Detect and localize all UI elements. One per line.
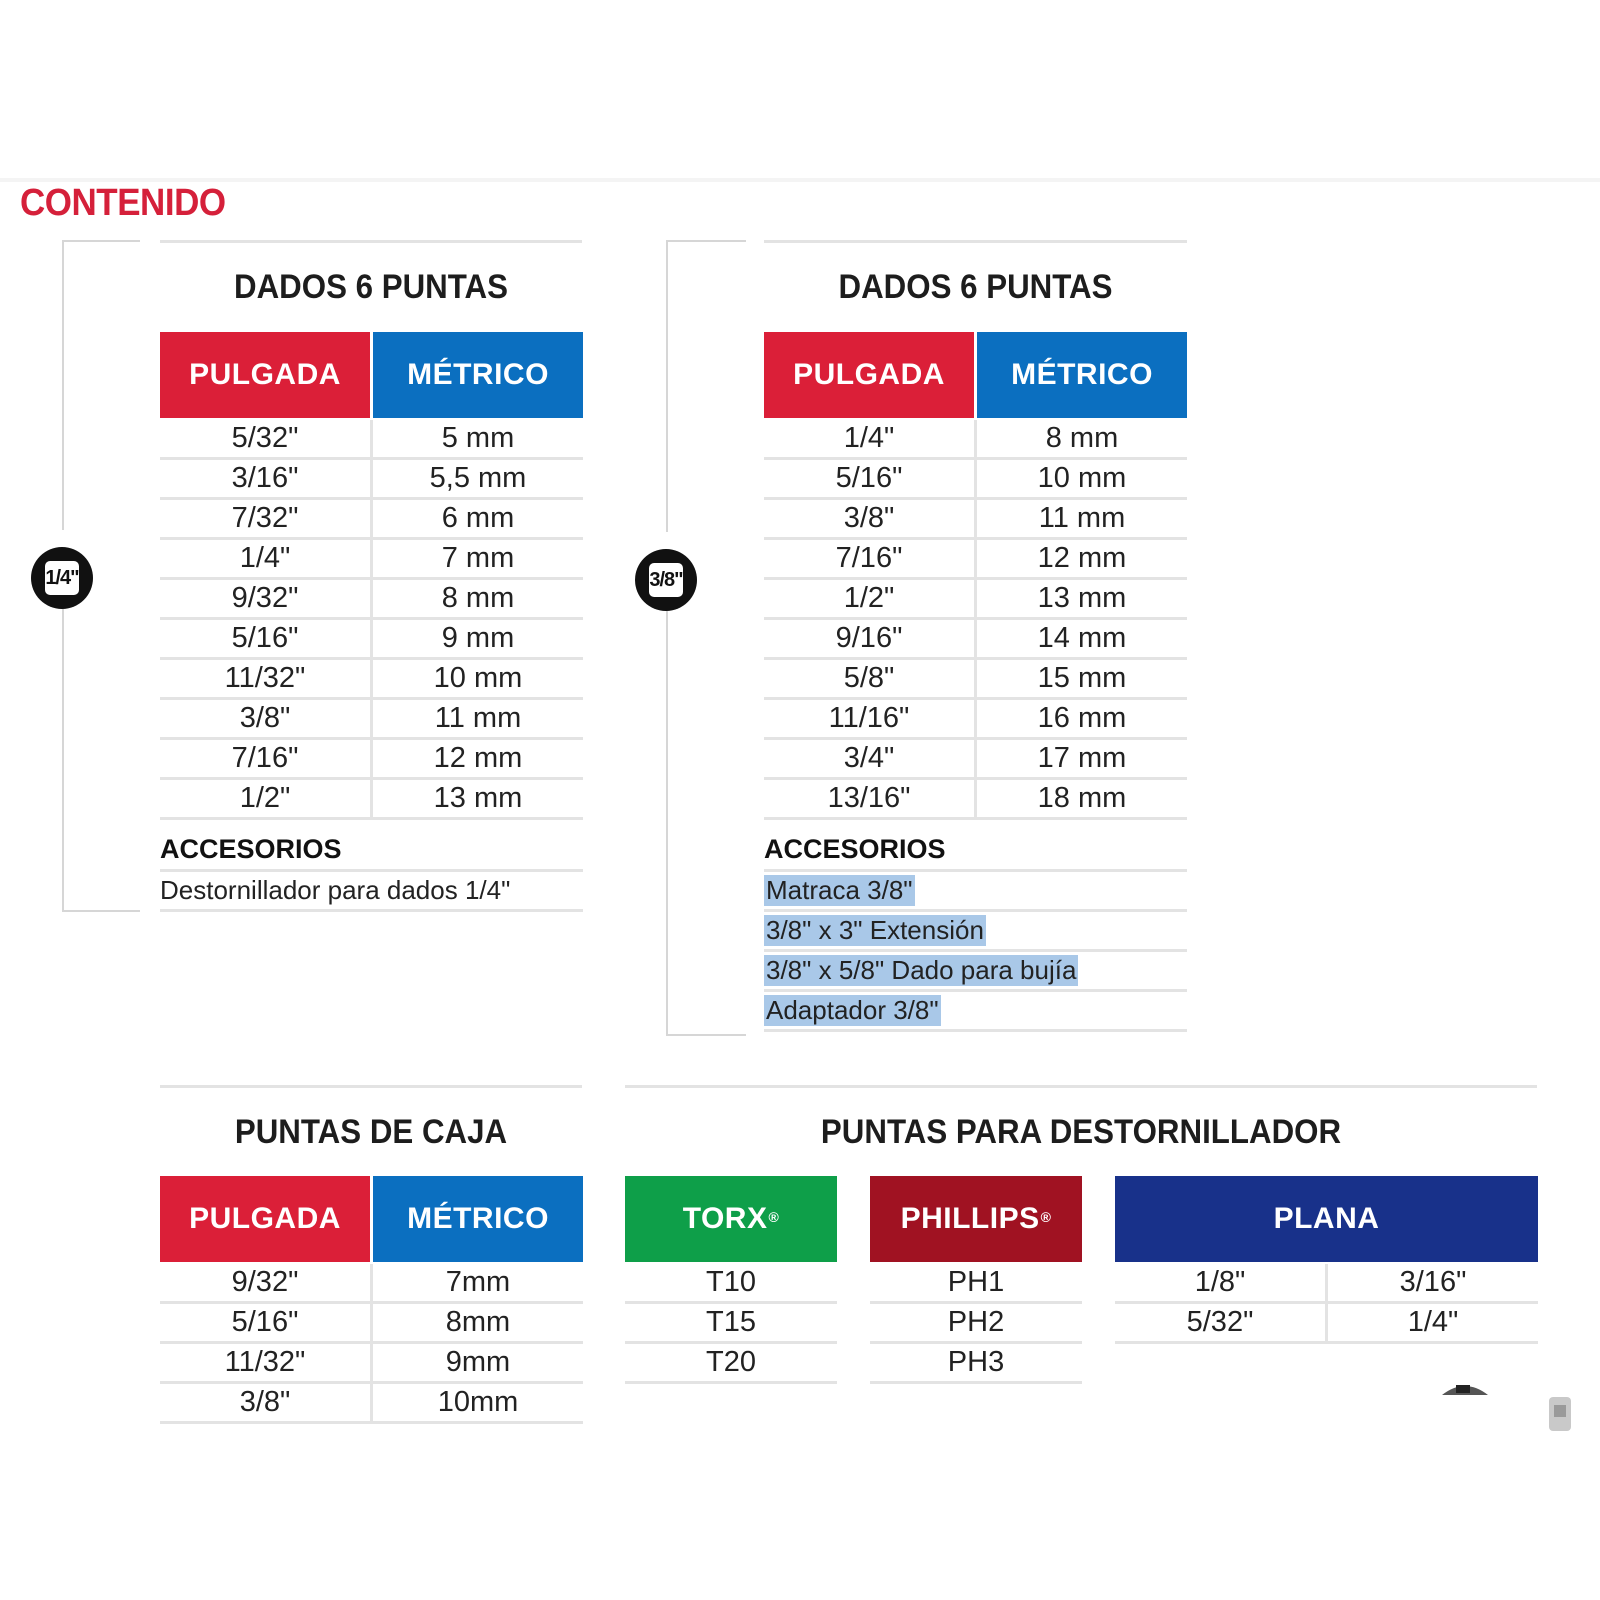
inch-cell: 5/8"	[843, 662, 895, 694]
inch-cell: 13/16"	[827, 782, 911, 814]
metric-cell: 10 mm	[974, 460, 1187, 497]
metric-cell: 13 mm	[974, 580, 1187, 617]
torx-cell: T10	[706, 1266, 756, 1298]
table-row	[625, 1264, 837, 1304]
metric-cell: 17 mm	[974, 740, 1187, 777]
drive-square-icon	[635, 549, 697, 611]
section-rule	[160, 1085, 582, 1088]
bracket-bottom	[666, 1034, 746, 1036]
bracket-left-upper	[666, 240, 668, 532]
metric-cell: 10 mm	[370, 660, 583, 697]
metric-cell: 9mm	[370, 1344, 583, 1381]
box-bits-table	[160, 1264, 583, 1424]
drive-size-label: 1/4"	[45, 561, 79, 595]
sockets-table	[764, 420, 1187, 820]
table-row	[160, 1304, 583, 1344]
metric-cell: 7 mm	[370, 540, 583, 577]
header-metric: MÉTRICO	[977, 332, 1187, 418]
metric-cell: 16 mm	[974, 700, 1187, 737]
metric-cell: 14 mm	[974, 620, 1187, 657]
plana-cell: 3/16"	[1325, 1264, 1538, 1301]
metric-cell: 10mm	[370, 1384, 583, 1421]
inch-cell: 11/32"	[224, 1346, 306, 1378]
header-inch: PULGADA	[764, 332, 974, 418]
section-title: DADOS 6 PUNTAS	[838, 268, 1113, 306]
metric-cell: 7mm	[370, 1264, 583, 1301]
inch-cell: 1/4"	[843, 422, 895, 454]
inch-cell: 3/8"	[239, 1386, 291, 1418]
header-inch: PULGADA	[160, 1176, 370, 1262]
table-row	[764, 780, 1187, 820]
inch-cell: 11/32"	[224, 662, 306, 694]
torx-list	[625, 1264, 837, 1384]
torx-cell: T20	[706, 1346, 756, 1378]
header-inch: PULGADA	[160, 332, 370, 418]
accessory-text: 3/8" x 3" Extensión	[766, 915, 984, 945]
table-row	[160, 460, 583, 500]
table-row	[764, 540, 1187, 580]
table-row	[160, 660, 583, 700]
plana-cell: 1/8"	[1194, 1266, 1246, 1298]
table-row	[160, 620, 583, 660]
inch-cell: 3/4"	[843, 742, 895, 774]
inch-cell: 7/16"	[835, 542, 903, 574]
table-row	[625, 1304, 837, 1344]
inch-cell: 1/2"	[843, 582, 895, 614]
section-title: DADOS 6 PUNTAS	[233, 268, 509, 306]
phillips-cell: PH2	[947, 1306, 1005, 1338]
registered-mark: ®	[768, 1209, 780, 1225]
inch-cell: 9/32"	[231, 582, 299, 614]
accessories-list	[764, 869, 1187, 1032]
section-title: PUNTAS DE CAJA	[234, 1113, 508, 1151]
table-row	[160, 1344, 583, 1384]
header-phillips	[870, 1176, 1082, 1262]
table-row	[160, 580, 583, 620]
plana-cell: 1/4"	[1325, 1304, 1538, 1341]
table-row	[764, 500, 1187, 540]
accessory-text: Destornillador para dados 1/4"	[160, 875, 511, 905]
section-rule	[160, 240, 582, 243]
plana-table	[1115, 1264, 1538, 1344]
metric-cell: 11 mm	[370, 700, 583, 737]
table-row	[764, 420, 1187, 460]
header-plana: PLANA	[1115, 1176, 1538, 1262]
bracket-top	[62, 240, 140, 242]
metric-cell: 12 mm	[370, 740, 583, 777]
metric-cell: 11 mm	[974, 500, 1187, 537]
metric-cell: 5 mm	[370, 420, 583, 457]
table-row	[764, 740, 1187, 780]
accessory-item	[764, 872, 1187, 912]
top-divider	[0, 178, 1600, 182]
table-row	[160, 1384, 583, 1424]
inch-cell: 1/2"	[239, 782, 291, 814]
inch-cell: 3/8"	[239, 702, 291, 734]
header-metric: MÉTRICO	[373, 1176, 583, 1262]
page-title: CONTENIDO	[20, 182, 226, 224]
table-row	[764, 700, 1187, 740]
table-row	[160, 500, 583, 540]
bracket-left-upper	[62, 240, 64, 530]
metric-cell: 8mm	[370, 1304, 583, 1341]
inch-cell: 3/16"	[231, 462, 299, 494]
tool-icon	[1440, 1375, 1490, 1395]
table-row	[870, 1264, 1082, 1304]
torx-label: TORX	[682, 1202, 768, 1235]
table-row	[160, 780, 583, 820]
bracket-left-lower	[666, 610, 668, 1036]
phillips-cell: PH1	[947, 1266, 1005, 1298]
section-rule	[625, 1085, 1537, 1088]
table-row	[1115, 1264, 1538, 1304]
table-row	[1115, 1304, 1538, 1344]
phillips-list	[870, 1264, 1082, 1384]
metric-cell: 15 mm	[974, 660, 1187, 697]
accessory-item	[764, 952, 1187, 992]
inch-cell: 1/4"	[239, 542, 291, 574]
table-row	[160, 700, 583, 740]
inch-cell: 5/16"	[835, 462, 903, 494]
torx-cell: T15	[706, 1306, 756, 1338]
inch-cell: 3/8"	[843, 502, 895, 534]
table-row	[160, 740, 583, 780]
table-row	[625, 1344, 837, 1384]
table-row	[870, 1304, 1082, 1344]
metric-cell: 9 mm	[370, 620, 583, 657]
tool-icon	[1545, 1395, 1575, 1433]
drive-square-icon	[31, 547, 93, 609]
inch-cell: 5/16"	[231, 622, 299, 654]
phillips-cell: PH3	[947, 1346, 1005, 1378]
drive-size-label: 3/8"	[649, 563, 683, 597]
metric-cell: 12 mm	[974, 540, 1187, 577]
inch-cell: 5/32"	[231, 422, 299, 454]
table-row	[870, 1344, 1082, 1384]
inch-cell: 7/16"	[231, 742, 299, 774]
accessories-list	[160, 869, 583, 912]
inch-cell: 5/16"	[231, 1306, 299, 1338]
table-row	[764, 460, 1187, 500]
registered-mark: ®	[1040, 1209, 1052, 1225]
sockets-table	[160, 420, 583, 820]
accessory-text: Matraca 3/8"	[766, 875, 913, 905]
table-row	[160, 540, 583, 580]
accessory-item	[160, 872, 583, 912]
metric-cell: 6 mm	[370, 500, 583, 537]
section-title: PUNTAS PARA DESTORNILLADOR	[820, 1113, 1342, 1151]
inch-cell: 9/32"	[231, 1266, 299, 1298]
bracket-bottom	[62, 910, 140, 912]
phillips-label: PHILLIPS	[900, 1202, 1040, 1235]
bracket-top	[666, 240, 746, 242]
metric-cell: 18 mm	[974, 780, 1187, 817]
header-torx	[625, 1176, 837, 1262]
inch-cell: 9/16"	[835, 622, 903, 654]
table-row	[764, 580, 1187, 620]
inch-cell: 11/16"	[828, 702, 910, 734]
accessory-item	[764, 912, 1187, 952]
accessory-text: 3/8" x 5/8" Dado para bujía	[766, 955, 1077, 985]
plana-cell: 5/32"	[1186, 1306, 1254, 1338]
section-rule	[764, 240, 1187, 243]
table-row	[160, 420, 583, 460]
header-metric: MÉTRICO	[373, 332, 583, 418]
bracket-left-lower	[62, 606, 64, 912]
table-row	[160, 1264, 583, 1304]
accessory-item	[764, 992, 1187, 1032]
accessories-title: ACCESORIOS	[160, 834, 342, 864]
inch-cell: 7/32"	[231, 502, 299, 534]
metric-cell: 13 mm	[370, 780, 583, 817]
table-row	[764, 660, 1187, 700]
metric-cell: 5,5 mm	[370, 460, 583, 497]
metric-cell: 8 mm	[974, 420, 1187, 457]
accessories-title: ACCESORIOS	[764, 834, 946, 864]
accessory-text: Adaptador 3/8"	[766, 995, 939, 1025]
table-row	[764, 620, 1187, 660]
metric-cell: 8 mm	[370, 580, 583, 617]
